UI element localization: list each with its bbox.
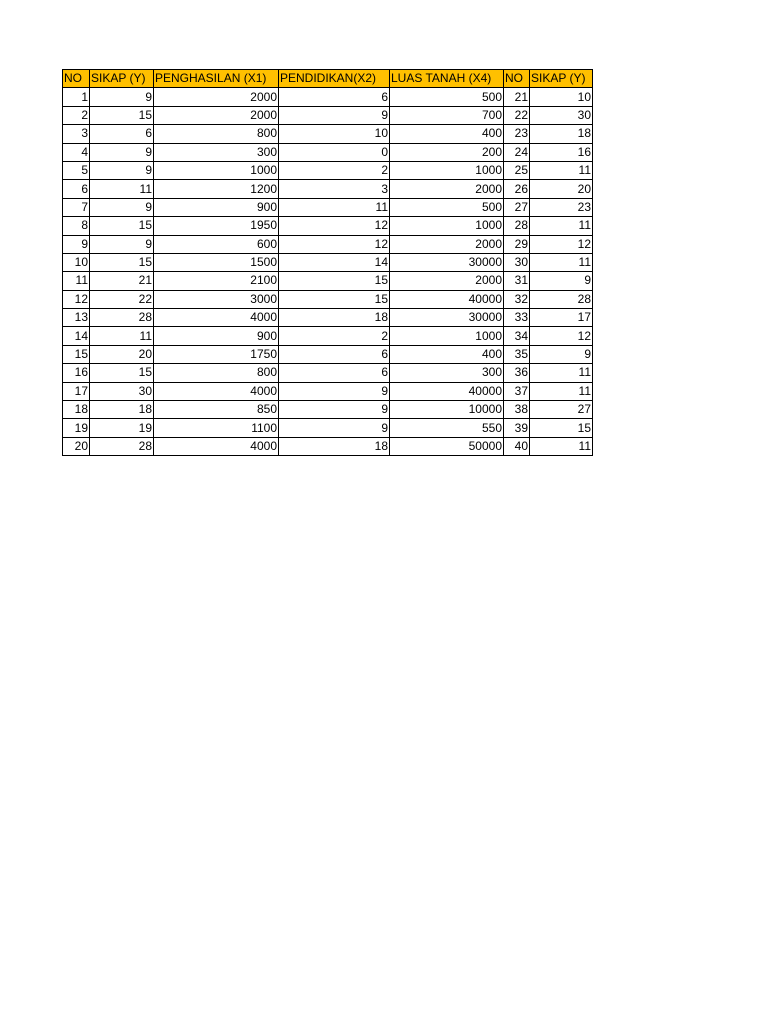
cell-sikap-y-2[interactable]: 17 [530,309,593,327]
cell-luas-tanah-x4[interactable]: 30000 [390,253,504,271]
cell-pendidikan-x2[interactable]: 14 [279,253,390,271]
header-cell-no-2[interactable]: NO [504,70,530,88]
cell-luas-tanah-x4[interactable]: 300 [390,364,504,382]
table-row [63,106,593,124]
cell-no-2[interactable]: 39 [504,419,530,437]
cell-sikap-y-2[interactable]: 11 [530,382,593,400]
cell-pendidikan-x2[interactable]: 2 [279,327,390,345]
cell-luas-tanah-x4[interactable]: 50000 [390,437,504,455]
cell-pendidikan-x2[interactable]: 15 [279,272,390,290]
cell-sikap-y-2[interactable]: 12 [530,235,593,253]
header-cell-sikap-y[interactable]: SIKAP (Y) [90,70,154,88]
cell-penghasilan-x1[interactable]: 300 [154,143,279,161]
cell-pendidikan-x2[interactable]: 11 [279,198,390,216]
cell-no[interactable]: 19 [63,419,90,437]
table-row [63,419,593,437]
cell-sikap-y[interactable]: 9 [90,88,154,106]
header-cell-penghasilan-x1[interactable]: PENGHASILAN (X1) [154,70,279,88]
cell-luas-tanah-x4[interactable]: 2000 [390,180,504,198]
cell-penghasilan-x1[interactable]: 800 [154,364,279,382]
cell-luas-tanah-x4[interactable]: 500 [390,198,504,216]
cell-sikap-y[interactable]: 28 [90,309,154,327]
cell-sikap-y[interactable]: 6 [90,125,154,143]
table-row [63,217,593,235]
table-row [63,290,593,308]
table-body [63,88,593,456]
cell-penghasilan-x1[interactable]: 600 [154,235,279,253]
cell-pendidikan-x2[interactable]: 0 [279,143,390,161]
cell-pendidikan-x2[interactable]: 6 [279,345,390,363]
cell-sikap-y-2[interactable]: 9 [530,345,593,363]
table-row [63,253,593,271]
table-row [63,235,593,253]
cell-penghasilan-x1[interactable]: 2000 [154,88,279,106]
header-cell-no[interactable]: NO [63,70,90,88]
cell-sikap-y-2[interactable]: 15 [530,419,593,437]
cell-sikap-y-2[interactable]: 23 [530,198,593,216]
cell-luas-tanah-x4[interactable]: 500 [390,88,504,106]
cell-pendidikan-x2[interactable]: 15 [279,290,390,308]
cell-penghasilan-x1[interactable]: 1100 [154,419,279,437]
cell-luas-tanah-x4[interactable]: 40000 [390,382,504,400]
cell-sikap-y[interactable]: 15 [90,253,154,271]
cell-sikap-y[interactable]: 15 [90,106,154,124]
cell-no[interactable]: 11 [63,272,90,290]
cell-sikap-y[interactable]: 11 [90,327,154,345]
cell-sikap-y[interactable]: 28 [90,437,154,455]
cell-no[interactable]: 2 [63,106,90,124]
cell-penghasilan-x1[interactable]: 900 [154,327,279,345]
cell-luas-tanah-x4[interactable]: 10000 [390,401,504,419]
cell-luas-tanah-x4[interactable]: 550 [390,419,504,437]
cell-penghasilan-x1[interactable]: 800 [154,125,279,143]
cell-no[interactable]: 9 [63,235,90,253]
cell-sikap-y[interactable]: 22 [90,290,154,308]
table-row [63,198,593,216]
cell-pendidikan-x2[interactable]: 2 [279,161,390,179]
cell-no[interactable]: 20 [63,437,90,455]
cell-no[interactable]: 18 [63,401,90,419]
cell-luas-tanah-x4[interactable]: 1000 [390,161,504,179]
header-row [63,70,593,88]
cell-luas-tanah-x4[interactable]: 700 [390,106,504,124]
cell-no-2[interactable]: 21 [504,88,530,106]
cell-no[interactable]: 12 [63,290,90,308]
table-row [63,272,593,290]
cell-pendidikan-x2[interactable]: 6 [279,88,390,106]
cell-sikap-y-2[interactable]: 10 [530,88,593,106]
cell-no-2[interactable]: 34 [504,327,530,345]
cell-sikap-y[interactable]: 11 [90,180,154,198]
cell-sikap-y-2[interactable]: 27 [530,401,593,419]
cell-pendidikan-x2[interactable]: 9 [279,382,390,400]
cell-sikap-y[interactable]: 15 [90,364,154,382]
cell-no-2[interactable]: 32 [504,290,530,308]
cell-no[interactable]: 4 [63,143,90,161]
cell-no-2[interactable]: 26 [504,180,530,198]
table-row [63,401,593,419]
table-row [63,364,593,382]
cell-penghasilan-x1[interactable]: 4000 [154,437,279,455]
cell-no-2[interactable]: 40 [504,437,530,455]
cell-sikap-y-2[interactable]: 11 [530,437,593,455]
table-row [63,437,593,455]
header-cell-pendidikan-x2[interactable]: PENDIDIKAN(X2) [279,70,390,88]
cell-penghasilan-x1[interactable]: 4000 [154,382,279,400]
cell-no-2[interactable]: 28 [504,217,530,235]
cell-no[interactable]: 14 [63,327,90,345]
cell-luas-tanah-x4[interactable]: 200 [390,143,504,161]
cell-penghasilan-x1[interactable]: 3000 [154,290,279,308]
cell-luas-tanah-x4[interactable]: 400 [390,125,504,143]
table-row [63,309,593,327]
cell-penghasilan-x1[interactable]: 1500 [154,253,279,271]
cell-no-2[interactable]: 37 [504,382,530,400]
cell-luas-tanah-x4[interactable]: 1000 [390,217,504,235]
cell-pendidikan-x2[interactable]: 9 [279,106,390,124]
cell-pendidikan-x2[interactable]: 10 [279,125,390,143]
cell-sikap-y[interactable]: 20 [90,345,154,363]
cell-sikap-y-2[interactable]: 30 [530,106,593,124]
cell-penghasilan-x1[interactable]: 850 [154,401,279,419]
cell-sikap-y[interactable]: 9 [90,143,154,161]
cell-luas-tanah-x4[interactable]: 1000 [390,327,504,345]
cell-luas-tanah-x4[interactable]: 2000 [390,272,504,290]
cell-no[interactable]: 1 [63,88,90,106]
cell-no-2[interactable]: 25 [504,161,530,179]
cell-penghasilan-x1[interactable]: 2100 [154,272,279,290]
table-row [63,382,593,400]
table-row [63,161,593,179]
cell-no[interactable]: 6 [63,180,90,198]
cell-no[interactable]: 13 [63,309,90,327]
cell-sikap-y[interactable]: 9 [90,235,154,253]
cell-no-2[interactable]: 33 [504,309,530,327]
cell-sikap-y-2[interactable]: 28 [530,290,593,308]
cell-luas-tanah-x4[interactable]: 40000 [390,290,504,308]
cell-pendidikan-x2[interactable]: 12 [279,235,390,253]
cell-no-2[interactable]: 35 [504,345,530,363]
cell-luas-tanah-x4[interactable]: 400 [390,345,504,363]
header-cell-luas-tanah-x4[interactable]: LUAS TANAH (X4) [390,70,504,88]
cell-no-2[interactable]: 22 [504,106,530,124]
cell-no-2[interactable]: 27 [504,198,530,216]
cell-sikap-y[interactable]: 18 [90,401,154,419]
cell-luas-tanah-x4[interactable]: 2000 [390,235,504,253]
cell-no-2[interactable]: 36 [504,364,530,382]
cell-sikap-y-2[interactable]: 11 [530,253,593,271]
cell-no[interactable]: 5 [63,161,90,179]
cell-no-2[interactable]: 38 [504,401,530,419]
cell-pendidikan-x2[interactable]: 9 [279,419,390,437]
table-row [63,327,593,345]
cell-no-2[interactable]: 30 [504,253,530,271]
cell-sikap-y-2[interactable]: 11 [530,217,593,235]
cell-pendidikan-x2[interactable]: 9 [279,401,390,419]
cell-sikap-y-2[interactable]: 11 [530,161,593,179]
cell-sikap-y[interactable]: 9 [90,198,154,216]
cell-sikap-y-2[interactable]: 12 [530,327,593,345]
header-cell-sikap-y-2[interactable]: SIKAP (Y) [530,70,593,88]
cell-no-2[interactable]: 24 [504,143,530,161]
cell-no[interactable]: 7 [63,198,90,216]
cell-sikap-y[interactable]: 9 [90,161,154,179]
cell-sikap-y-2[interactable]: 18 [530,125,593,143]
cell-no-2[interactable]: 23 [504,125,530,143]
cell-no[interactable]: 3 [63,125,90,143]
cell-pendidikan-x2[interactable]: 18 [279,309,390,327]
cell-penghasilan-x1[interactable]: 1750 [154,345,279,363]
cell-no-2[interactable]: 31 [504,272,530,290]
table-row [63,88,593,106]
cell-pendidikan-x2[interactable]: 6 [279,364,390,382]
cell-penghasilan-x1[interactable]: 1950 [154,217,279,235]
cell-sikap-y[interactable]: 30 [90,382,154,400]
cell-no[interactable]: 15 [63,345,90,363]
cell-pendidikan-x2[interactable]: 12 [279,217,390,235]
cell-penghasilan-x1[interactable]: 1200 [154,180,279,198]
cell-sikap-y-2[interactable]: 16 [530,143,593,161]
cell-sikap-y-2[interactable]: 20 [530,180,593,198]
data-table [62,69,593,456]
cell-pendidikan-x2[interactable]: 18 [279,437,390,455]
cell-sikap-y[interactable]: 15 [90,217,154,235]
table-row [63,143,593,161]
cell-penghasilan-x1[interactable]: 4000 [154,309,279,327]
cell-no[interactable]: 17 [63,382,90,400]
cell-penghasilan-x1[interactable]: 900 [154,198,279,216]
cell-no[interactable]: 8 [63,217,90,235]
cell-sikap-y-2[interactable]: 11 [530,364,593,382]
table-row [63,125,593,143]
cell-sikap-y[interactable]: 19 [90,419,154,437]
cell-pendidikan-x2[interactable]: 3 [279,180,390,198]
cell-penghasilan-x1[interactable]: 1000 [154,161,279,179]
cell-sikap-y-2[interactable]: 9 [530,272,593,290]
cell-no[interactable]: 10 [63,253,90,271]
cell-luas-tanah-x4[interactable]: 30000 [390,309,504,327]
cell-no-2[interactable]: 29 [504,235,530,253]
table-row [63,345,593,363]
cell-penghasilan-x1[interactable]: 2000 [154,106,279,124]
cell-sikap-y[interactable]: 21 [90,272,154,290]
table-row [63,180,593,198]
cell-no[interactable]: 16 [63,364,90,382]
